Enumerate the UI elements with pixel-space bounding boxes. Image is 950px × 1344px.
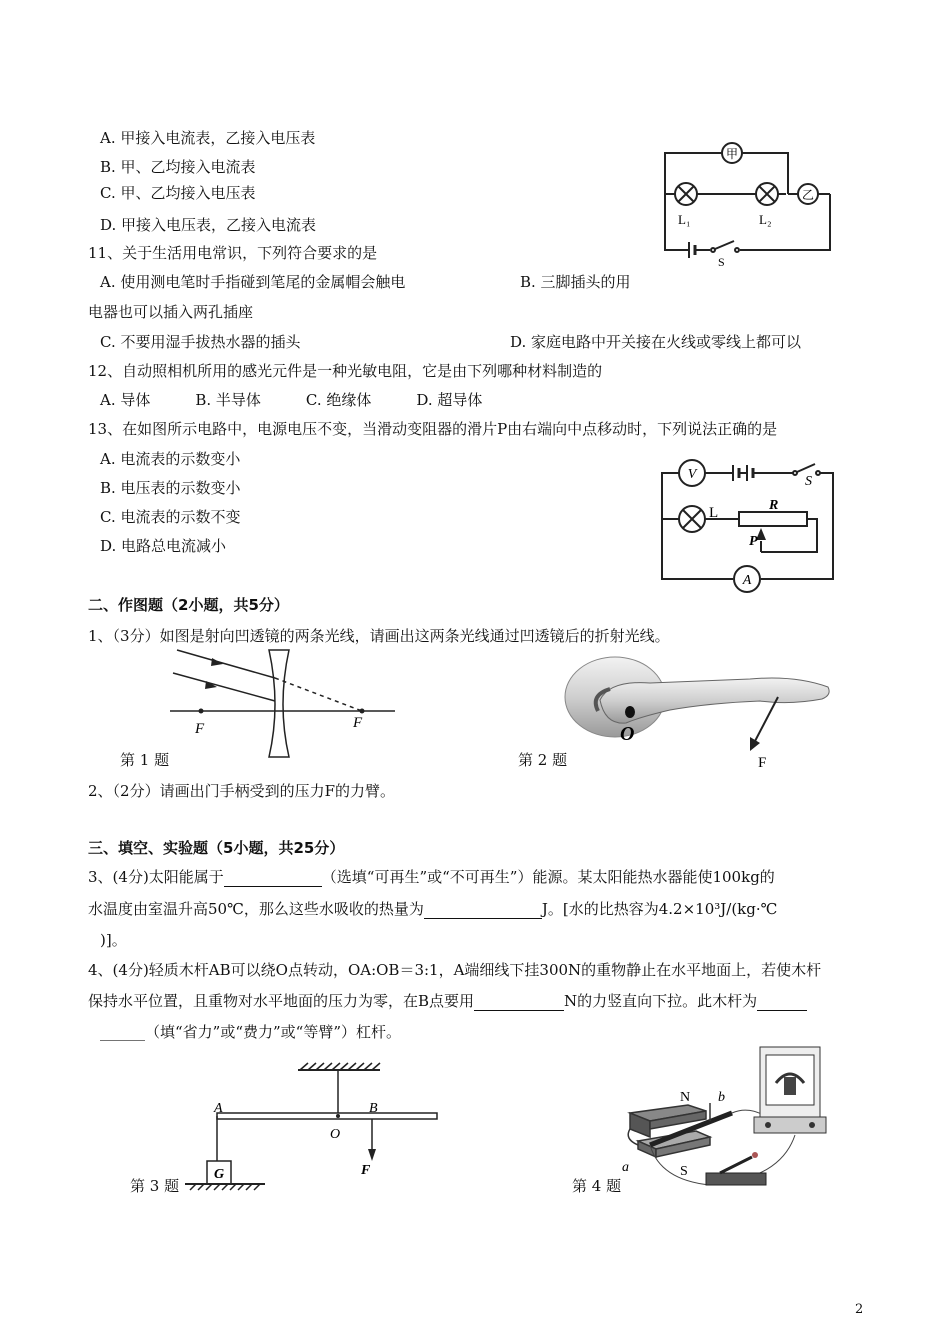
q3-text-3: 水温度由室温升高50℃，那么这些水吸收的热量为 bbox=[88, 900, 424, 918]
switch-s-label: S bbox=[805, 474, 812, 489]
q4-answer-blank-2[interactable] bbox=[757, 994, 807, 1011]
q11-stem: 11、关于生活用电常识，下列符合要求的是 bbox=[88, 244, 378, 262]
fig4-caption: 第 4 题 bbox=[572, 1177, 622, 1195]
meter-yi-label: 乙 bbox=[801, 188, 815, 202]
lamp-l1-label: L₁ bbox=[678, 212, 691, 227]
q4-line1: 4、(4分)轻质木杆AB可以绕O点转动，OA:OB＝3:1，A端细线下挂300N的重物静止在水平地面上，若使木杆 bbox=[88, 961, 822, 979]
fig1-caption: 第 1 题 bbox=[120, 751, 170, 769]
q13-option-b: B. 电压表的示数变小 bbox=[100, 479, 241, 497]
lever-pivot-o-label: O bbox=[330, 1127, 341, 1142]
lens-focus-right-label: F bbox=[353, 715, 363, 731]
lever-point-a-label: A bbox=[214, 1101, 223, 1116]
q3-text-4: J。[水的比热容为4.2×10³J/(kg·℃ bbox=[541, 900, 778, 918]
q10-option-d: D. 甲接入电压表，乙接入电流表 bbox=[100, 216, 317, 234]
q11-option-d: D. 家庭电路中开关接在火线或零线上都可以 bbox=[510, 333, 802, 351]
circuit-diagram-1 bbox=[655, 138, 835, 268]
q4-text-1: 保持水平位置，且重物对水平地面的压力为零，在B点要用 bbox=[88, 992, 475, 1010]
voltmeter-label: V bbox=[687, 467, 697, 482]
q10-option-a: A. 甲接入电流表，乙接入电压表 bbox=[100, 129, 316, 147]
q3-line3: )]。 bbox=[100, 931, 127, 949]
concave-lens-figure bbox=[165, 645, 405, 760]
q3-text-2: （选填“可再生”或“不可再生”）能源。某太阳能热水器能使100kg的 bbox=[321, 868, 775, 886]
electromagnetic-induction-figure bbox=[620, 1045, 845, 1195]
q11-option-b: B. 三脚插头的用 bbox=[520, 273, 631, 291]
lamp-l2-label: L₂ bbox=[759, 212, 772, 227]
q13-option-d: D. 电路总电流减小 bbox=[100, 537, 227, 555]
q10-option-c: C. 甲、乙均接入电压表 bbox=[100, 184, 256, 202]
section2-q2: 2、（2分）请画出门手柄受到的压力F的力臂。 bbox=[88, 782, 395, 800]
q11-option-a: A. 使用测电笔时手指碰到笔尾的金属帽会触电 bbox=[100, 273, 406, 291]
q11-option-c: C. 不要用湿手拔热水器的插头 bbox=[100, 333, 301, 351]
magnet-south-label: S bbox=[680, 1164, 688, 1179]
switch-label: S bbox=[718, 255, 725, 269]
circuit-diagram-2 bbox=[655, 455, 840, 595]
section3-title: 三、填空、实验题（5小题，共25分） bbox=[88, 839, 345, 857]
ammeter-label: A bbox=[742, 573, 752, 588]
rod-end-a-label: a bbox=[622, 1160, 629, 1175]
q3-line1 bbox=[88, 867, 775, 887]
q4-line2 bbox=[88, 991, 807, 1011]
meter-jia-label: 甲 bbox=[725, 147, 739, 161]
fig2-caption: 第 2 题 bbox=[518, 751, 568, 769]
q10-option-b: B. 甲、乙均接入电流表 bbox=[100, 158, 256, 176]
q4-answer-blank-1[interactable] bbox=[474, 994, 564, 1011]
resistor-r-label: R bbox=[769, 498, 779, 513]
slider-p-label: P bbox=[749, 534, 758, 549]
q3-answer-blank-2[interactable] bbox=[424, 902, 542, 919]
q3-answer-blank-1[interactable] bbox=[224, 870, 322, 887]
lever-force-f-label: F bbox=[361, 1163, 371, 1178]
q4-line3: ______（填“省力”或“费力”或“等臂”）杠杆。 bbox=[100, 1023, 402, 1041]
q13-option-c: C. 电流表的示数不变 bbox=[100, 508, 241, 526]
lamp-l-label: L bbox=[709, 505, 719, 521]
section2-q1: 1、（3分）如图是射向凹透镜的两条光线，请画出这两条光线通过凹透镜后的折射光线。 bbox=[88, 627, 670, 645]
rod-end-b-label: b bbox=[718, 1090, 725, 1105]
fig3-caption: 第 3 题 bbox=[130, 1177, 180, 1195]
q12-options: A. 导体 B. 半导体 C. 绝缘体 D. 超导体 bbox=[100, 391, 483, 409]
q13-option-a: A. 电流表的示数变小 bbox=[100, 450, 241, 468]
q11-option-b-cont: 电器也可以插入两孔插座 bbox=[88, 303, 254, 321]
weight-g-label: G bbox=[214, 1167, 225, 1182]
lever-point-b-label: B bbox=[369, 1101, 378, 1116]
q13-stem: 13、在如图所示电路中，电源电压不变，当滑动变阻器的滑片P由右端向中点移动时，下列说法正确的是 bbox=[88, 420, 778, 438]
door-handle-figure bbox=[560, 655, 840, 775]
page-number: 2 bbox=[855, 1302, 864, 1317]
q4-text-2: N的力竖直向下拉。此木杆为 bbox=[564, 992, 758, 1010]
q12-stem: 12、自动照相机所用的感光元件是一种光敏电阻，它是由下列哪种材料制造的 bbox=[88, 362, 603, 380]
section2-title: 二、作图题（2小题，共5分） bbox=[88, 596, 289, 614]
lens-focus-left-label: F bbox=[195, 721, 205, 737]
q3-text-1: 3、(4分)太阳能属于 bbox=[88, 868, 224, 886]
handle-pivot-o-label: O bbox=[620, 723, 635, 745]
q3-line2 bbox=[88, 899, 777, 919]
lever-figure bbox=[180, 1058, 445, 1193]
magnet-north-label: N bbox=[680, 1090, 691, 1105]
handle-force-f-label: F bbox=[758, 755, 767, 771]
